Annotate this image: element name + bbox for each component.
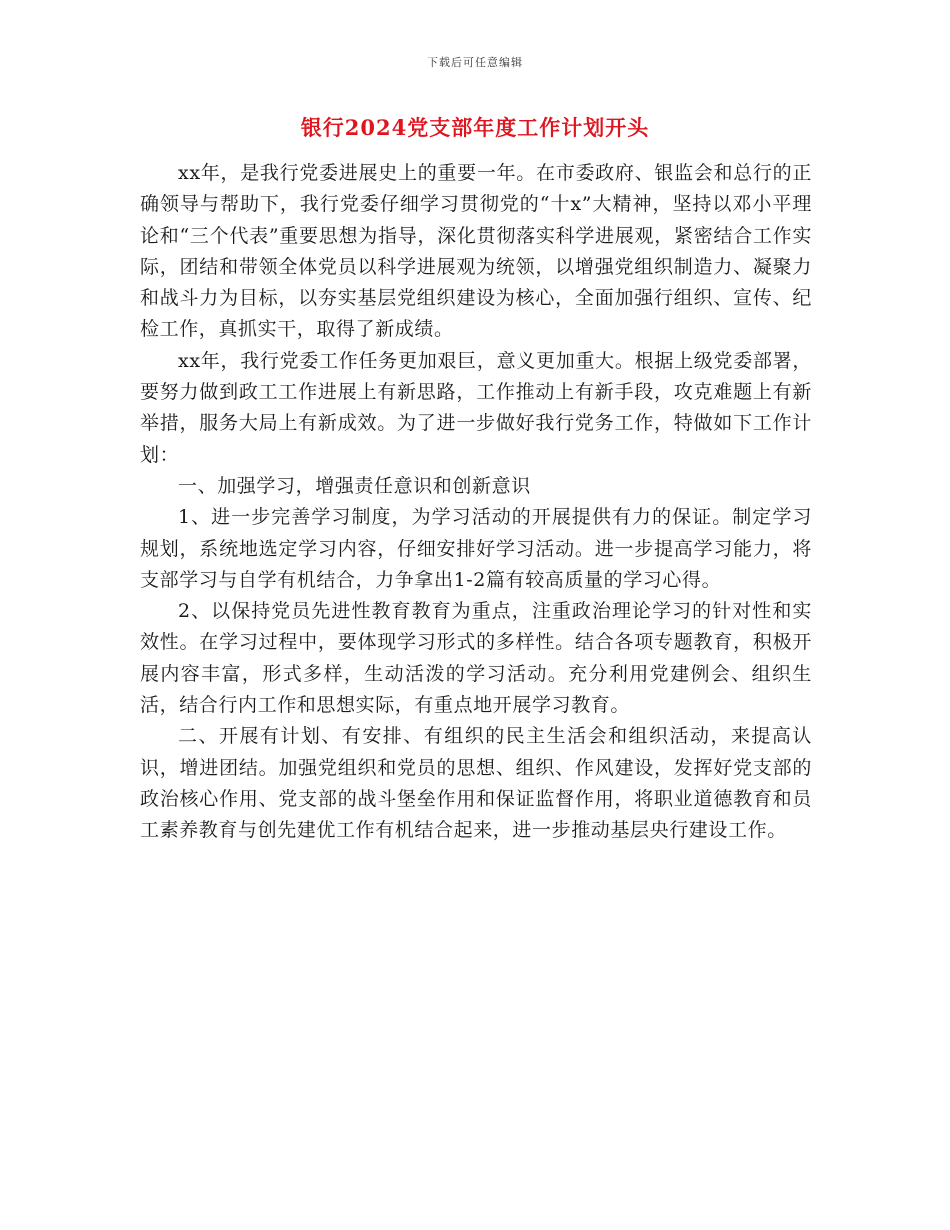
paragraph-plan-overview: xx年，我行党委工作任务更加艰巨，意义更加重大。根据上级党委部署，要努力做到政工工作进展上有新思路，工作推动上有新手段，攻克难题上有新举措，服务大局上有新成效。为了进一步做好我行党务工作，特做如下工作计划： <box>140 349 812 466</box>
document-body <box>140 158 812 847</box>
paragraph-item-2: 2、以保持党员先进性教育教育为重点，注重政治理论学习的针对性和实效性。在学习过程中，要体现学习形式的多样性。结合各项专题教育，积极开展内容丰富，形式多样，生动活泼的学习活动。充分利用党建例会、组织生活，结合行内工作和思想实际，有重点地开展学习教育。 <box>140 600 812 717</box>
document-title: 银行2024党支部年度工作计划开头 <box>300 115 650 140</box>
section-heading-study: 一、加强学习，增强责任意识和创新意识 <box>178 474 531 497</box>
paragraph-section-2: 二、开展有计划、有安排、有组织的民主生活会和组织活动，来提高认识，增进团结。加强党组织和党员的思想、组织、作风建设，发挥好党支部的政治核心作用、党支部的战斗堡垒作用和保证监督作用，将职业道德教育和员工素养教育与创先建优工作有机结合起来，进一步推动基层央行建设工作。 <box>140 725 812 842</box>
header-note: 下载后可任意编辑 <box>427 56 523 69</box>
paragraph-intro: xx年，是我行党委进展史上的重要一年。在市委政府、银监会和总行的正确领导与帮助下，我行党委仔细学习贯彻党的“十x”大精神，坚持以邓小平理论和“三个代表”重要思想为指导，深化贯彻落实科学进展观，紧密结合工作实际，团结和带领全体党员以科学进展观为统领，以增强党组织制造力、凝聚力和战斗力为目标，以夯实基层党组织建设为核心，全面加强行组织、宣传、纪检工作，真抓实干，取得了新成绩。 <box>140 162 812 341</box>
paragraph-item-1: 1、进一步完善学习制度，为学习活动的开展提供有力的保证。制定学习规划，系统地选定学习内容，仔细安排好学习活动。进一步提高学习能力，将支部学习与自学有机结合，力争拿出1-2篇有较高质量的学习心得。 <box>140 506 812 591</box>
